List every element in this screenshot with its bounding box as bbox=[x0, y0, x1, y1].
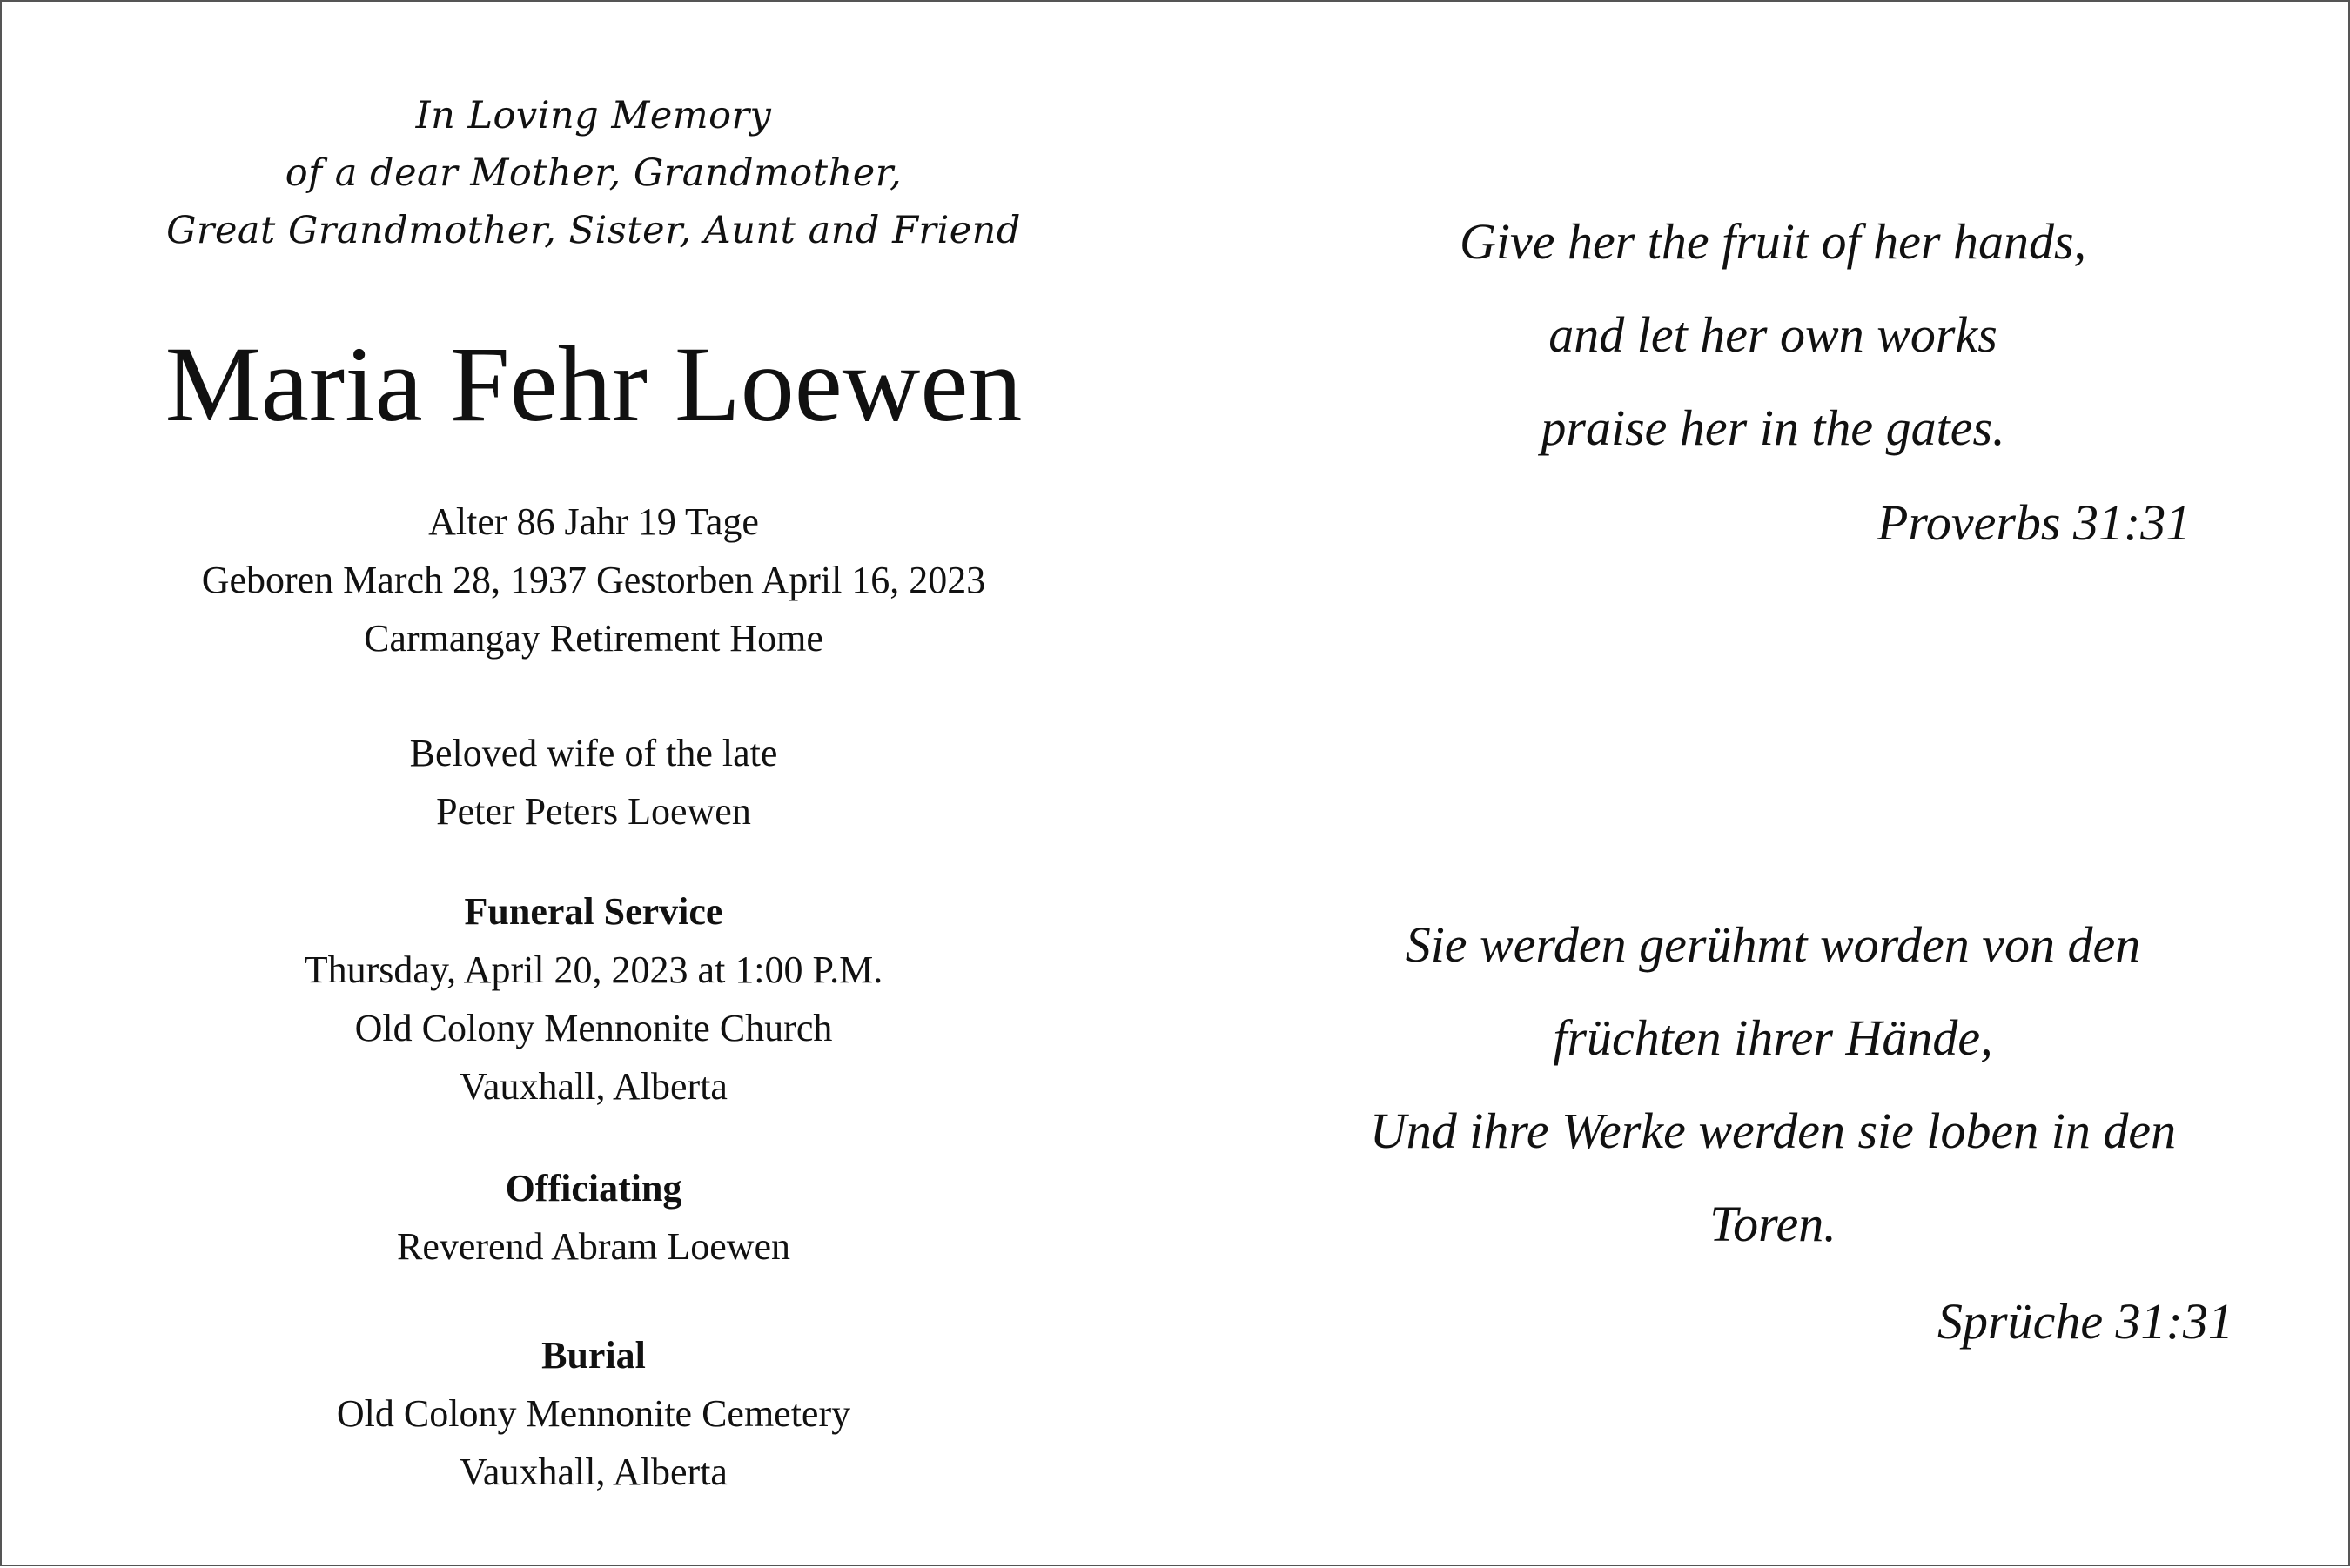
burial-section bbox=[54, 1326, 1133, 1501]
spouse-line: Peter Peters Loewen bbox=[436, 790, 751, 833]
memorial-header bbox=[54, 87, 1133, 259]
verse-english-reference: Proverbs 31:31 bbox=[1877, 494, 2192, 551]
verse-line: Give her the fruit of her hands, bbox=[1459, 213, 2087, 270]
details-line: Alter 86 Jahr 19 Tage bbox=[428, 500, 759, 543]
header-line: In Loving Memory bbox=[415, 94, 772, 137]
spouse-note bbox=[54, 724, 1133, 841]
funeral-service-section bbox=[54, 882, 1133, 1116]
right-panel bbox=[1238, 2, 2308, 1568]
officiating-section bbox=[54, 1159, 1133, 1276]
officiating-heading: Officiating bbox=[505, 1167, 682, 1210]
life-details bbox=[54, 493, 1133, 667]
deceased-name: Maria Fehr Loewen bbox=[164, 325, 1023, 444]
spouse-line: Beloved wife of the late bbox=[409, 732, 778, 774]
verse-german-reference: Sprüche 31:31 bbox=[1937, 1293, 2233, 1350]
funeral-service-heading: Funeral Service bbox=[464, 890, 723, 933]
verse-line: and let her own works bbox=[1548, 306, 1998, 363]
burial-line: Old Colony Mennonite Cemetery bbox=[336, 1392, 851, 1435]
funeral-line: Old Colony Mennonite Church bbox=[354, 1007, 833, 1049]
burial-line: Vauxhall, Alberta bbox=[460, 1451, 728, 1493]
burial-heading: Burial bbox=[541, 1334, 646, 1377]
header-line: of a dear Mother, Grandmother, bbox=[285, 151, 903, 195]
details-line: Geboren March 28, 1937 Gestorben April 16, 2023 bbox=[201, 559, 986, 601]
verse-line: praise her in the gates. bbox=[1541, 399, 2005, 456]
verse-line: Und ihre Werke werden sie loben in den bbox=[1369, 1102, 2177, 1159]
officiating-line: Reverend Abram Loewen bbox=[396, 1225, 791, 1268]
verse-english bbox=[1238, 195, 2308, 474]
verse-line: früchten ihrer Hände, bbox=[1553, 1009, 1993, 1066]
verse-line: Sie werden gerühmt worden von den bbox=[1405, 916, 2141, 973]
header-line: Great Grandmother, Sister, Aunt and Friend bbox=[166, 209, 1021, 252]
details-line: Carmangay Retirement Home bbox=[364, 617, 823, 660]
funeral-line: Thursday, April 20, 2023 at 1:00 P.M. bbox=[304, 948, 883, 991]
funeral-line: Vauxhall, Alberta bbox=[460, 1065, 728, 1108]
verse-german bbox=[1238, 898, 2308, 1270]
verse-line: Toren. bbox=[1709, 1196, 1836, 1252]
left-panel bbox=[54, 2, 1133, 1568]
